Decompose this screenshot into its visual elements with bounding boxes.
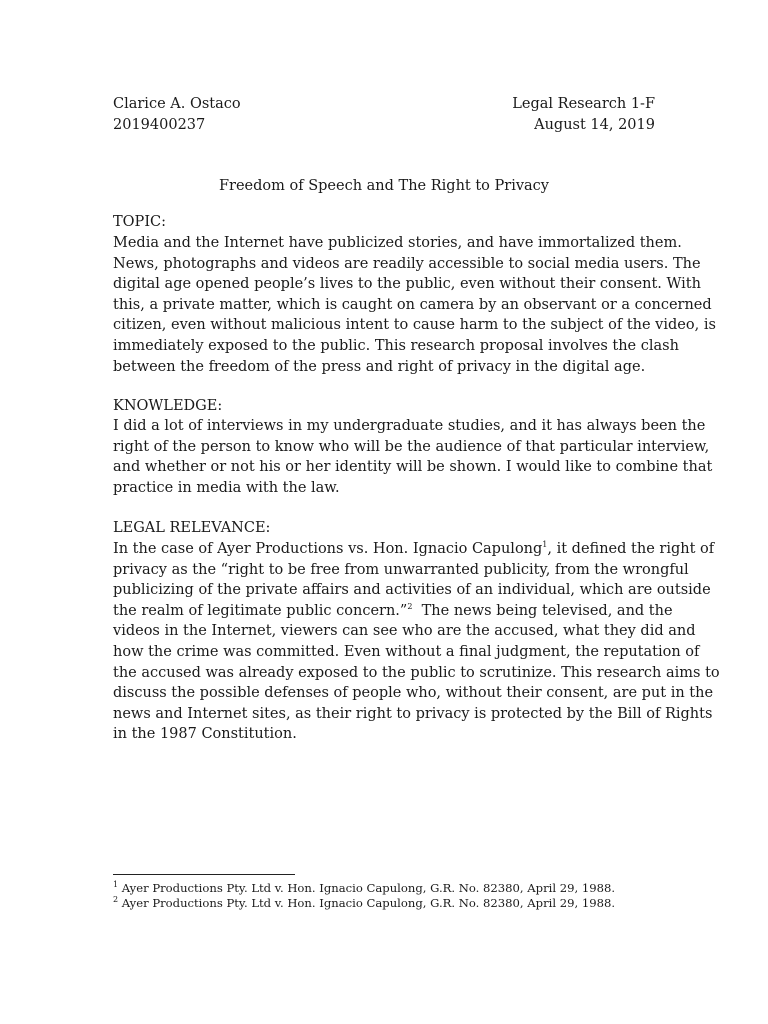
legal-line: discuss the possible defenses of people who, without their consent, are put in the xyxy=(113,685,714,702)
legal-line xyxy=(113,539,715,560)
document-title: Freedom of Speech and The Right to Privacy xyxy=(218,178,549,194)
legal-line-text: , it defined the right of xyxy=(547,541,715,557)
footnote-ref-1[interactable]: 1 xyxy=(542,540,548,550)
knowledge-heading: KNOWLEDGE: xyxy=(113,398,223,414)
document-date: August 14, 2019 xyxy=(534,117,655,133)
topic-line: between the freedom of the press and right of privacy in the digital age. xyxy=(113,358,646,375)
topic-line: citizen, even without malicious intent to cause harm to the subject of the video, is xyxy=(113,317,716,334)
course-code: Legal Research 1-F xyxy=(512,96,655,112)
topic-line: this, a private matter, which is caught on camera by an observant or a concerned xyxy=(113,296,712,313)
student-id: 2019400237 xyxy=(113,117,206,133)
topic-line: News, photographs and videos are readily accessible to social media users. The xyxy=(113,255,701,272)
knowledge-paragraph xyxy=(113,416,713,498)
legal-relevance-paragraph xyxy=(113,539,720,745)
legal-line: the accused was already exposed to the public to scrutinize. This research aims to xyxy=(113,664,720,681)
footnote-ref-2[interactable]: 2 xyxy=(407,601,413,611)
legal-line-text: the realm of legitimate public concern.” xyxy=(113,602,408,619)
knowledge-line: right of the person to know who will be the audience of that particular interview, xyxy=(113,438,710,455)
topic-line: digital age opened people’s lives to the public, even without their consent. With xyxy=(113,276,701,293)
topic-line: immediately exposed to the public. This research proposal involves the clash xyxy=(113,337,679,354)
knowledge-line: practice in media with the law. xyxy=(113,479,340,496)
legal-line: privacy as the “right to be free from unwarranted publicity, from the wrongful xyxy=(113,561,689,578)
legal-line-text: In the case of Ayer Productions vs. Hon. Ignacio Capulong xyxy=(113,541,543,557)
legal-line-text: The news being televised, and the xyxy=(412,602,673,619)
legal-line: publicizing of the private affairs and activities of an individual, which are outside xyxy=(113,582,711,599)
legal-relevance-heading: LEGAL RELEVANCE: xyxy=(113,520,271,536)
topic-heading: TOPIC: xyxy=(113,214,167,230)
topic-paragraph xyxy=(113,233,716,377)
author-name: Clarice A. Ostaco xyxy=(113,96,241,112)
knowledge-line: and whether or not his or her identity will be shown. I would like to combine that xyxy=(113,459,713,476)
footnote-text: Ayer Productions Pty. Ltd v. Hon. Ignacio Capulong, G.R. No. 82380, April 29, 1988. xyxy=(118,881,616,895)
legal-line: videos in the Internet, viewers can see who are the accused, what they did and xyxy=(113,623,696,640)
topic-line: Media and the Internet have publicized stories, and have immortalized them. xyxy=(113,235,682,251)
footnote-mark: 2 xyxy=(113,895,119,905)
legal-line: how the crime was committed. Even without a final judgment, the reputation of xyxy=(113,643,700,660)
legal-line: news and Internet sites, as their right to privacy is protected by the Bill of Rights xyxy=(113,705,713,722)
footnote-2 xyxy=(113,896,615,911)
footnote-1 xyxy=(113,881,615,896)
knowledge-line: I did a lot of interviews in my undergraduate studies, and it has always been the xyxy=(113,418,706,434)
footnote-divider xyxy=(113,874,295,875)
footnote-text: Ayer Productions Pty. Ltd v. Hon. Ignacio Capulong, G.R. No. 82380, April 29, 1988. xyxy=(118,896,616,910)
legal-line: in the 1987 Constitution. xyxy=(113,726,297,743)
legal-line xyxy=(113,601,673,622)
footnote-mark: 1 xyxy=(113,880,119,890)
